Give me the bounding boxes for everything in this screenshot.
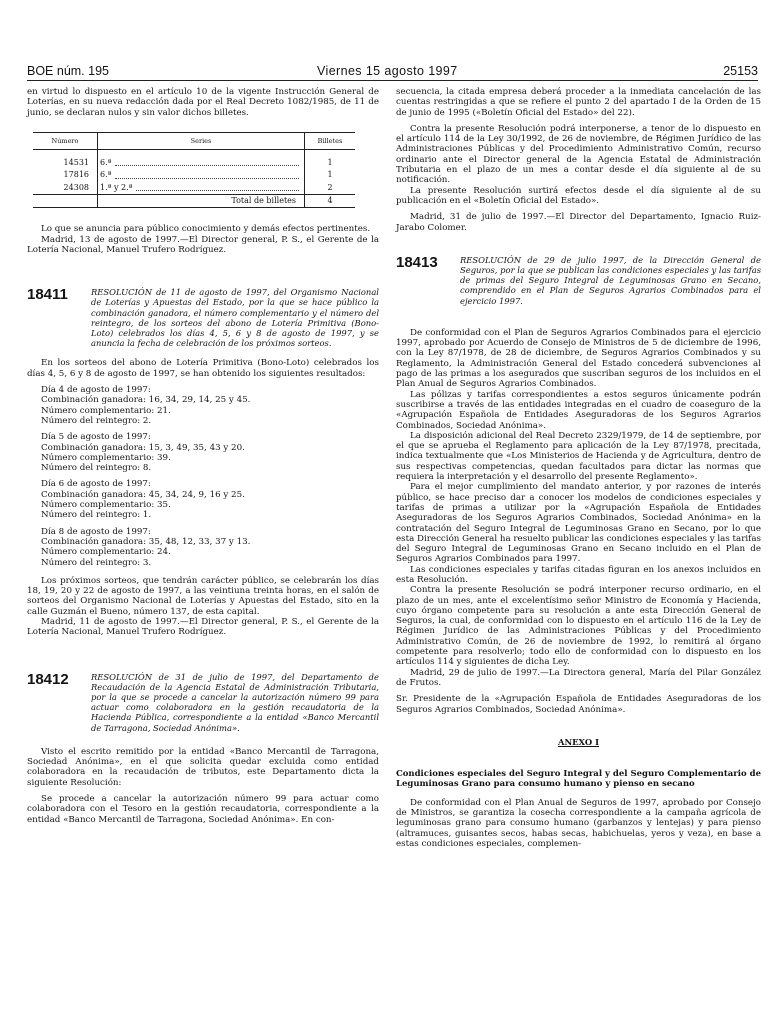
left-column [27,87,379,825]
complementary-number: Número complementario: 21. [41,405,171,416]
entry-18413-header [396,255,761,306]
table-total-row [33,195,355,208]
running-header [27,64,758,80]
header-rule [27,80,758,81]
winning-combination: Combinación ganadora: 35, 48, 12, 33, 37 y 13. [41,536,251,547]
addressee-line: Sr. Presidente de la «Agrupación Española de Entidades Aseguradoras de los Seguros Agrarios Combinados, Sociedad Anónima». [396,694,761,715]
signature-line: Madrid, 29 de julio de 1997.—La Directora general, María del Pilar González de Frutos. [396,667,761,688]
annex-title: Condiciones especiales del Seguro Integral y del Seguro Complementario de Leguminosas Grano para consumo humano y pienso en secano [396,769,761,790]
right-column [396,87,761,849]
draw-results-day-8 [27,527,379,568]
cell-series: 1.ª y 2.ª [100,182,133,192]
entry-title: RESOLUCIÓN de 29 de julio 1997, de la Dirección General de Seguros, por la que se publican las condiciones especiales y las tarifas de primas del Seguro Integral de Leguminosas Grano en Secano, comprendido en el Plan de Seguros Agrarios Combinados para el ejercicio 1997. [460,254,761,306]
total-label: Total de billetes [98,195,305,208]
annex-heading: ANEXO I [557,736,600,747]
continued-paragraph: en virtud lo dispuesto en el artículo 10 de la vigente Instrucción General de Loterías, en su nueva redacción dada por el Real Decreto 1082/1985, de 11 de junio, se declaran nulos y sin valor dichos billetes. [27,87,379,118]
draw-date: Día 4 de agosto de 1997: [41,385,151,396]
signature-line: Madrid, 31 de julio de 1997.—El Director del Departamento, Ignacio Ruiz-Jarabo Colomer. [396,212,761,233]
winning-combination: Combinación ganadora: 15, 3, 49, 35, 43 y 20. [41,442,245,453]
next-draws-paragraph: Los próximos sorteos, que tendrán carácter público, se celebrarán los días 18, 19, 20 y 22 de agosto de 1997, a las veintiuna treinta horas, en el salón de sorteos del Organismo Nacional de Loterías y Apuestas del Estado, sito en la calle Guzmán el Bueno, número 137, de esta capital. [27,575,379,617]
cell-billetes: 1 [327,158,333,168]
signature-line: Madrid, 13 de agosto de 1997.—El Director general, P. S., el Gerente de la Lotería Nacional, Manuel Trufero Rodríguez. [27,234,379,255]
column-header-billetes: Billetes [305,132,356,149]
winning-combination: Combinación ganadora: 16, 34, 29, 14, 25 y 45. [41,395,251,406]
entry-18413-paragraph-5: Las condiciones especiales y tarifas citadas figuran en los anexos incluidos en esta Resolución. [396,564,761,585]
column-header-numero: Número [33,132,98,149]
refund-number: Número del reintegro: 1. [41,510,152,521]
column-header-series: Series [98,132,305,149]
entry-title: RESOLUCIÓN de 11 de agosto de 1997, del Organismo Nacional de Loterías y Apuestas del Estado, por la que se hace público la combinación ganadora, el número complementario y el número del reintegro, de los sorteos del abono de Lotería Primitiva (Bono-Loto) celebrados los días 4, 5, 6 y 8 de agosto de 1997, y se anuncia la fecha de celebración de los próximos sorteos. [91,287,379,349]
draw-results-day-6 [27,479,379,520]
table-header-row [33,132,355,149]
entry-18413-paragraph-2: Las pólizas y tarifas correspondientes a estos seguros únicamente podrán suscribirse a través de las entidades integradas en el cuadro de coaseguro de la «Agrupación Española de Entidades Aseguradoras de los Seguros Agrarios Combinados, Sociedad Anónima». [396,389,761,431]
refund-number: Número del reintegro: 2. [41,415,152,426]
complementary-number: Número complementario: 35. [41,500,171,511]
page-number: 25153 [723,64,758,78]
appeal-paragraph: Contra la presente Resolución podrá interponerse, a tenor de lo dispuesto en el artículo 114 de la Ley 30/1992, de 26 de noviembre, de Régimen Jurídico de las Administraciones Públicas y del Procedimiento Administrativo Común, recurso ordinario ante el Director general de la Agencia Estatal de Administración Tributaria en el plazo de un mes a contar desde el día siguiente al de su notificación. [396,123,761,186]
issue-date: Viernes 15 agosto 1997 [317,64,458,78]
entry-18412-paragraph-2: Se procede a cancelar la autorización número 99 para actuar como colaboradora con el Tesoro en la gestión recaudatoria, correspondiente a la entidad «Banco Mercantil de Tarragona, Sociedad Anónima». En con- [27,794,379,825]
entry-18412-paragraph-1: Visto el escrito remitido por la entidad «Banco Mercantil de Tarragona, Sociedad Anónima», en el que solicita quedar excluida como entidad colaboradora en la recaudación de tributos, este Departamento dicta la siguiente Resolución: [27,746,379,788]
refund-number: Número del reintegro: 8. [41,463,152,474]
entry-18412-header [27,672,379,733]
annex-paragraph: De conformidad con el Plan Anual de Seguros de 1997, aprobado por Consejo de Ministros, se garantiza la cosecha correspondiente a la campaña agrícola de leguminosas grano para consumo humano (garbanzos y lentejas) y para pienso (altramuces, guisantes secos, habas secas, habichuelas, yeros y veza), en base a estas condiciones especiales, complemen- [396,797,761,849]
winning-combination: Combinación ganadora: 45, 34, 24, 9, 16 y 25. [41,489,245,500]
table-row [33,182,355,195]
cell-numero: 24308 [33,182,98,195]
draw-date: Día 5 de agosto de 1997: [41,432,151,443]
entry-18413-paragraph-4: Para el mejor cumplimiento del mandato anterior, y por razones de interés público, se hace preciso dar a conocer los modelos de condiciones especiales y tarifas de primas a utilizar por la «Agrupación Española de Entidades Aseguradoras de los Seguros Agrarios Combinados, Sociedad Anónima» en la contratación del Seguro Integral de Leguminosas Grano en Secano, por lo que esta Dirección General ha resuelto publicar las condiciones especiales y las tarifas del Seguro Integral de Leguminosas Grano en Secano incluido en el Plan de Seguros Agrarios Combinados para 1997. [396,482,761,565]
effects-paragraph: La presente Resolución surtirá efectos desde el día siguiente al de su publicación en el «Boletín Oficial del Estado». [396,185,761,206]
cell-numero: 17816 [33,169,98,181]
refund-number: Número del reintegro: 3. [41,557,152,568]
cell-numero: 14531 [33,157,98,169]
complementary-number: Número complementario: 24. [41,547,171,558]
total-value: 4 [305,195,356,208]
entry-number: 18412 [27,670,69,688]
continued-paragraph: secuencia, la citada empresa deberá proceder a la inmediata cancelación de las cuentas restringidas a que se refiere el punto 2 del apartado I de la Orden de 15 de junio de 1995 («Boletín Oficial del Estado» del 22). [396,87,761,118]
entry-title: RESOLUCIÓN de 31 de julio de 1997, del Departamento de Recaudación de la Agencia Estatal de Administración Tributaria, por la que se procede a cancelar la autorización número 99 para actuar como colaboradora en la gestión recaudatoria de la Hacienda Pública, correspondiente a la entidad «Banco Mercantil de Tarragona, Sociedad Anónima». [91,671,379,733]
lottery-ticket-table [33,132,355,208]
entry-18411-header [27,287,379,348]
cell-billetes: 2 [327,182,333,192]
entry-18413-paragraph-6: Contra la presente Resolución se podrá interponer recurso ordinario, en el plazo de un mes, ante el excelentísimo señor Ministro de Economía y Hacienda, cuyo órgano competente para su resolución a ante esta Dirección General de Seguros, la cual, de conformidad con lo dispuesto en el artículo 116 de la Ley de Régimen Jurídico de las Administraciones Públicas y del Procedimiento Administrativo Común, de 26 de noviembre de 1992, lo remitirá al órgano competente para resolverlo; todo ello de conformidad con lo dispuesto en los artículos 114 y siguientes de dicha Ley. [396,585,761,668]
table-row [33,157,355,169]
draw-date: Día 6 de agosto de 1997: [41,479,151,490]
draw-results-day-4 [27,385,379,426]
entry-18411-intro: En los sorteos del abono de Lotería Primitiva (Bono-Loto) celebrados los días 4, 5, 6 y 8 de agosto de 1997, se han obtenido los siguientes resultados: [27,358,379,379]
announcement-paragraph: Lo que se anuncia para público conocimiento y demás efectos pertinentes. [41,224,371,235]
complementary-number: Número complementario: 39. [41,452,171,463]
boe-issue-number: BOE núm. 195 [27,64,109,78]
draw-date: Día 8 de agosto de 1997: [41,526,151,537]
signature-line: Madrid, 11 de agosto de 1997.—El Director general, P. S., el Gerente de la Lotería Nacional, Manuel Trufero Rodríguez. [27,617,379,638]
entry-number: 18411 [27,286,68,304]
cell-billetes: 1 [327,170,333,180]
table-row [33,169,355,181]
cell-series: 6.ª [100,158,112,168]
entry-18413-paragraph-1: De conformidad con el Plan de Seguros Agrarios Combinados para el ejercicio 1997, aprobado por Acuerdo de Consejo de Ministros de 5 de diciembre de 1996, con la Ley 87/1978, de 28 de diciembre, de Seguros Agrarios Combinados y su Reglamento, la Administración General del Estado concederá subvenciones al pago de las primas a los asegurados que suscriban seguros de los incluidos en el Plan Anual de Seguros Agrarios Combinados. [396,327,761,390]
entry-18413-paragraph-3: La disposición adicional del Real Decreto 2329/1979, de 14 de septiembre, por el que se aprueba el Reglamento para aplicación de la Ley 87/1978, precitada, indica textualmente que «Los Ministerios de Hacienda y de Agricultura, dentro de sus respectivas competencias, quedan facultados para dictar las normas que requiera la interpretación y el desarrollo del presente Reglamento». [396,430,761,483]
draw-results-day-5 [27,432,379,473]
entry-number: 18413 [396,253,438,271]
cell-series: 6.ª [100,170,112,180]
